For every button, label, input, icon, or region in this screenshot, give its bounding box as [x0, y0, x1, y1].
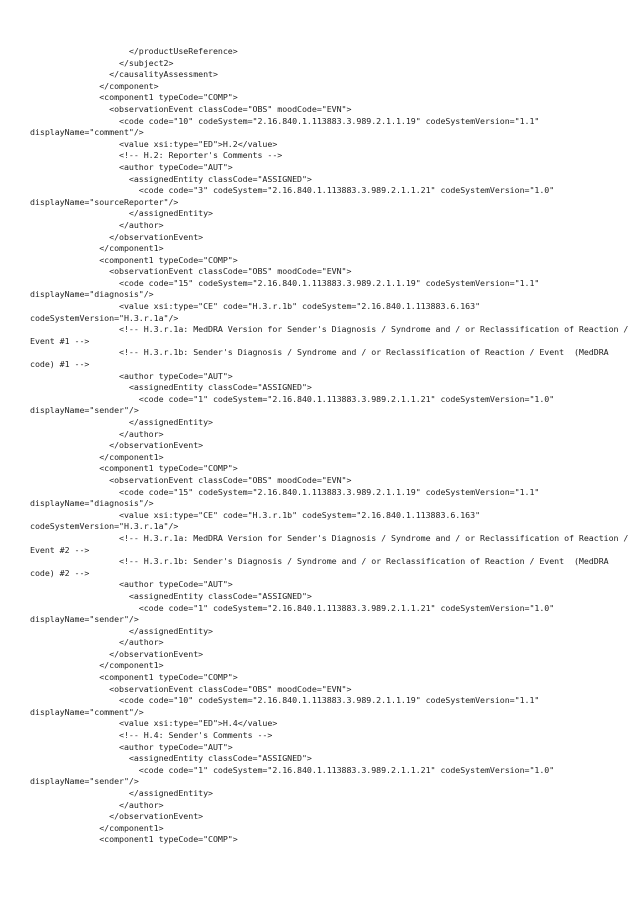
code-line: </author> [30, 219, 164, 230]
code-line: code) #2 --> [30, 567, 90, 578]
code-line: displayName="comment"/> [30, 706, 144, 717]
code-line: Event #1 --> [30, 335, 90, 346]
code-line: <observationEvent classCode="OBS" moodCode="EVN"> [30, 474, 352, 485]
code-line: <code code="15" codeSystem="2.16.840.1.113883.3.989.2.1.1.19" codeSystemVersion="1.1" [30, 277, 540, 288]
code-line: displayName="sender"/> [30, 405, 139, 416]
code-line: <!-- H.3.r.1b: Sender's Diagnosis / Syndrome and / or Reclassification of Reaction / Event (MedDRA [30, 556, 609, 567]
code-line: Event #2 --> [30, 544, 90, 555]
code-line: </observationEvent> [30, 648, 204, 659]
code-line: </causalityAssessment> [30, 69, 218, 80]
code-line: <assignedEntity classCode="ASSIGNED"> [30, 590, 312, 601]
code-line: <assignedEntity classCode="ASSIGNED"> [30, 382, 312, 393]
code-line: <code code="15" codeSystem="2.16.840.1.113883.3.989.2.1.1.19" codeSystemVersion="1.1" [30, 486, 540, 497]
code-line: </observationEvent> [30, 231, 204, 242]
code-line: <author typeCode="AUT"> [30, 579, 233, 590]
code-line: </productUseReference> [30, 46, 238, 56]
code-line: <code code="10" codeSystem="2.16.840.1.113883.3.989.2.1.1.19" codeSystemVersion="1.1" [30, 115, 540, 126]
code-line: <code code="1" codeSystem="2.16.840.1.113883.3.989.2.1.1.21" codeSystemVersion="1.0" [30, 393, 555, 404]
code-line: <code code="3" codeSystem="2.16.840.1.113883.3.989.2.1.1.21" codeSystemVersion="1.0" [30, 185, 555, 196]
code-line: <author typeCode="AUT"> [30, 741, 233, 752]
code-line: </assignedEntity> [30, 788, 213, 798]
code-line: <author typeCode="AUT"> [30, 370, 233, 381]
code-line: </author> [30, 799, 164, 810]
code-line: <observationEvent classCode="OBS" moodCode="EVN"> [30, 266, 352, 277]
code-line: </component1> [30, 451, 164, 462]
code-line: <component1 typeCode="COMP"> [30, 672, 238, 683]
code-line: <value xsi:type="CE" code="H.3.r.1b" codeSystem="2.16.840.1.113883.6.163" [30, 509, 481, 520]
code-line: displayName="sender"/> [30, 614, 139, 625]
code-line: <component1 typeCode="COMP"> [30, 834, 238, 845]
code-line: <component1 typeCode="COMP"> [30, 463, 238, 474]
code-line: <component1 typeCode="COMP"> [30, 254, 238, 265]
code-line: <!-- H.4: Sender's Comments --> [30, 730, 273, 741]
code-line: </component1> [30, 660, 164, 671]
code-line: displayName="diagnosis"/> [30, 289, 154, 300]
code-line: <assignedEntity classCode="ASSIGNED"> [30, 173, 312, 184]
code-line: </observationEvent> [30, 440, 204, 451]
code-line: <code code="1" codeSystem="2.16.840.1.113883.3.989.2.1.1.21" codeSystemVersion="1.0" [30, 764, 555, 775]
code-line: <value xsi:type="CE" code="H.3.r.1b" codeSystem="2.16.840.1.113883.6.163" [30, 301, 481, 312]
code-line: displayName="diagnosis"/> [30, 498, 154, 509]
code-line: <observationEvent classCode="OBS" moodCode="EVN"> [30, 103, 352, 114]
code-line: codeSystemVersion="H.3.r.1a"/> [30, 312, 179, 323]
code-line: </author> [30, 637, 164, 648]
code-line: </component1> [30, 243, 164, 254]
code-line: </author> [30, 428, 164, 439]
code-line: </assignedEntity> [30, 208, 213, 219]
xml-code-listing [30, 46, 629, 846]
code-line: </component> [30, 80, 159, 91]
code-line: <observationEvent classCode="OBS" moodCode="EVN"> [30, 683, 352, 694]
code-line: displayName="comment"/> [30, 127, 144, 138]
code-line: <author typeCode="AUT"> [30, 161, 233, 172]
code-line: <value xsi:type="ED">H.4</value> [30, 718, 278, 729]
code-line: <assignedEntity classCode="ASSIGNED"> [30, 753, 312, 764]
code-line: displayName="sourceReporter"/> [30, 196, 179, 207]
code-line: <!-- H.2: Reporter's Comments --> [30, 150, 283, 161]
code-line: </assignedEntity> [30, 417, 213, 427]
code-line: </subject2> [30, 57, 174, 68]
code-line: </assignedEntity> [30, 625, 213, 636]
code-line: <component1 typeCode="COMP"> [30, 92, 238, 103]
code-line: <code code="10" codeSystem="2.16.840.1.113883.3.989.2.1.1.19" codeSystemVersion="1.1" [30, 695, 540, 706]
code-line: <code code="1" codeSystem="2.16.840.1.113883.3.989.2.1.1.21" codeSystemVersion="1.0" [30, 602, 555, 613]
code-line: codeSystemVersion="H.3.r.1a"/> [30, 521, 179, 532]
code-line: </component1> [30, 822, 164, 833]
code-line: <value xsi:type="ED">H.2</value> [30, 138, 278, 149]
code-line: displayName="sender"/> [30, 776, 139, 787]
code-line: <!-- H.3.r.1a: MedDRA Version for Sender's Diagnosis / Syndrome and / or Reclassification of Reaction / [30, 532, 629, 543]
code-line: </observationEvent> [30, 811, 204, 822]
code-line: code) #1 --> [30, 359, 90, 370]
code-line: <!-- H.3.r.1b: Sender's Diagnosis / Syndrome and / or Reclassification of Reaction / Event (MedDRA [30, 347, 609, 358]
code-line: <!-- H.3.r.1a: MedDRA Version for Sender's Diagnosis / Syndrome and / or Reclassification of Reaction / [30, 324, 629, 335]
